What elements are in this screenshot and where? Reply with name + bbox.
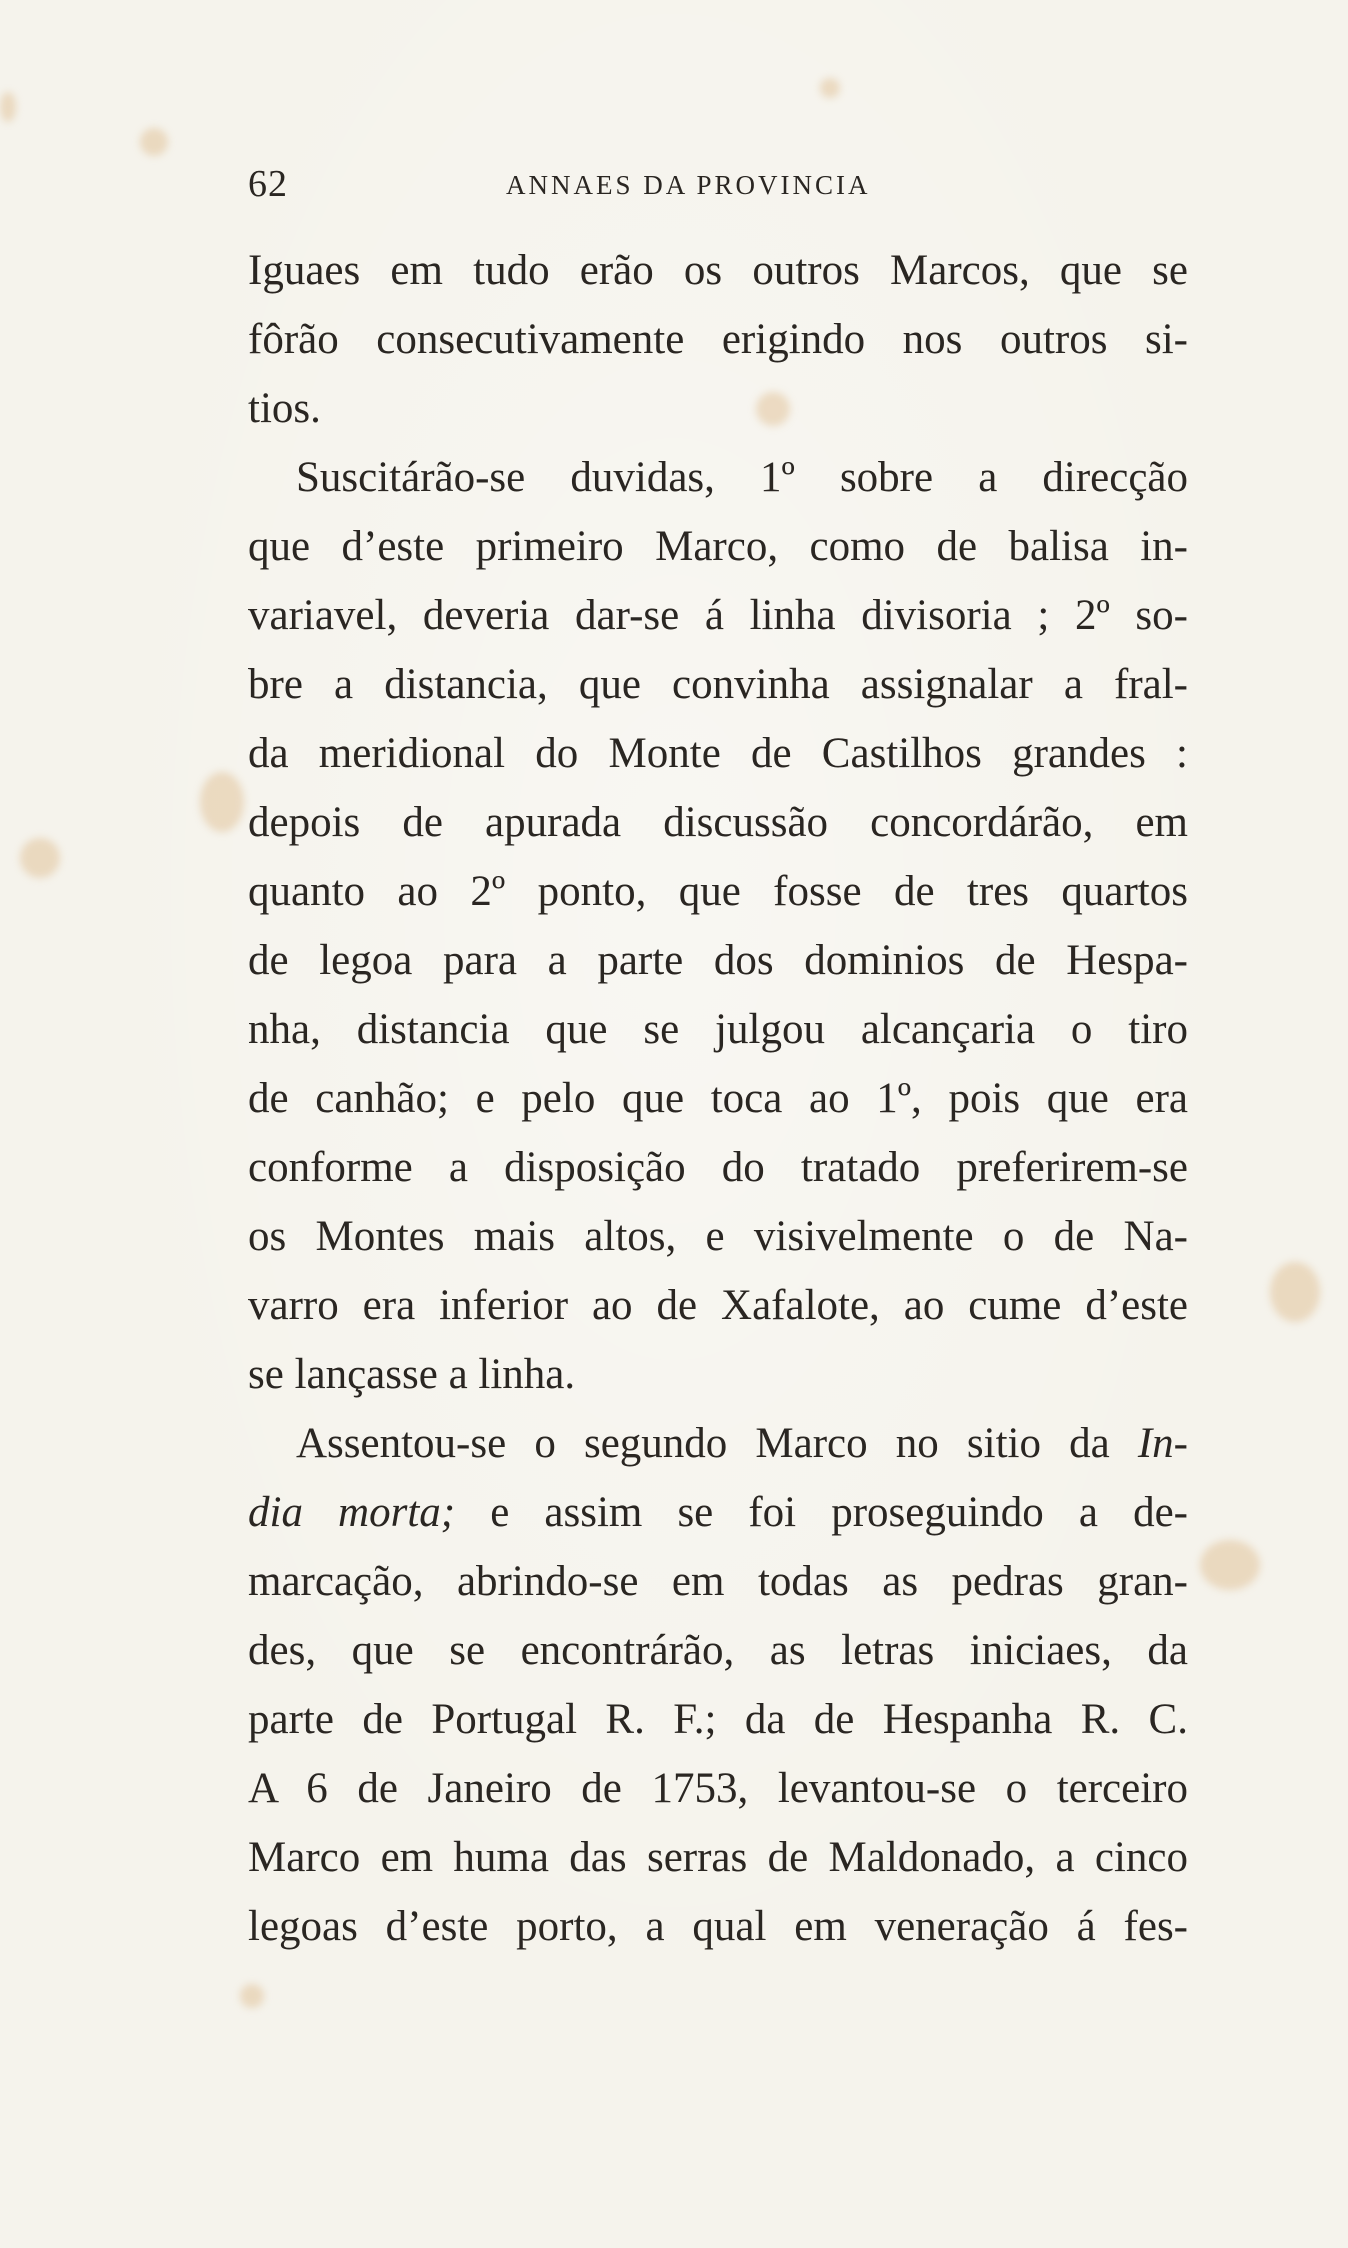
text-line: de legoa para a parte dos dominios de Hespa- [248,937,1188,984]
text-line: des, que se encontrárão, as letras iniciaes, da [248,1627,1188,1674]
text-line: Iguaes em tudo erão os outros Marcos, que se [248,247,1188,294]
text-line [248,1409,1188,1478]
stain-spot [1200,1540,1260,1590]
text-line: quanto ao 2º ponto, que fosse de tres quartos [248,868,1188,915]
page-header [248,162,1188,214]
text-line: tios. [248,385,321,432]
italic-text: In- [1137,1420,1188,1467]
text-line: que d’este primeiro Marco, como de balisa in- [248,523,1188,570]
text-line: de canhão; e pelo que toca ao 1º, pois que era [248,1075,1188,1122]
stain-spot [1270,1262,1320,1322]
paragraph-3 [248,1409,1188,1961]
stain-spot [20,838,60,878]
italic-text: dia morta; [248,1489,456,1536]
text-line: Marco em huma das serras de Maldonado, a cinco [248,1834,1188,1881]
text-line: se lançasse a linha. [248,1351,576,1398]
text-line: da meridional do Monte de Castilhos grandes : [248,730,1188,777]
running-head: ANNAES DA PROVINCIA [506,170,871,200]
stain-spot [140,128,168,156]
text-line: os Montes mais altos, e visivelmente o de Na- [248,1213,1188,1260]
text-line [248,1478,1188,1547]
text-run: Assentou-se o segundo Marco no sitio da [296,1420,1138,1467]
text-line: conforme a disposição do tratado preferirem-se [248,1144,1188,1191]
text-line: nha, distancia que se julgou alcançaria o tiro [248,1006,1188,1053]
stain-spot [200,772,244,832]
text-run: e assim se foi proseguindo a de- [455,1489,1188,1536]
body-text [248,236,1188,1961]
text-line: bre a distancia, que convinha assignalar a fral- [248,661,1188,708]
paragraph-1 [248,236,1188,443]
stain-spot [240,1984,264,2008]
text-line: legoas d’este porto, a qual em veneração á fes- [248,1903,1188,1950]
text-line: variavel, deveria dar-se á linha divisoria ; 2º so- [248,592,1188,639]
paragraph-2 [248,443,1188,1409]
text-line: Suscitárão-se duvidas, 1º sobre a direcção [296,454,1188,501]
page-number: 62 [248,163,288,205]
text-line: varro era inferior ao de Xafalote, ao cume d’este [248,1282,1188,1329]
text-line: marcação, abrindo-se em todas as pedras gran- [248,1558,1188,1605]
text-line: fôrão consecutivamente erigindo nos outros si- [248,316,1188,363]
stain-spot [820,78,840,98]
stain-spot [0,92,16,122]
text-line: A 6 de Janeiro de 1753, levantou-se o terceiro [248,1765,1188,1812]
text-line: parte de Portugal R. F.; da de Hespanha R. C. [248,1696,1188,1743]
text-line: depois de apurada discussão concordárão, em [248,799,1188,846]
